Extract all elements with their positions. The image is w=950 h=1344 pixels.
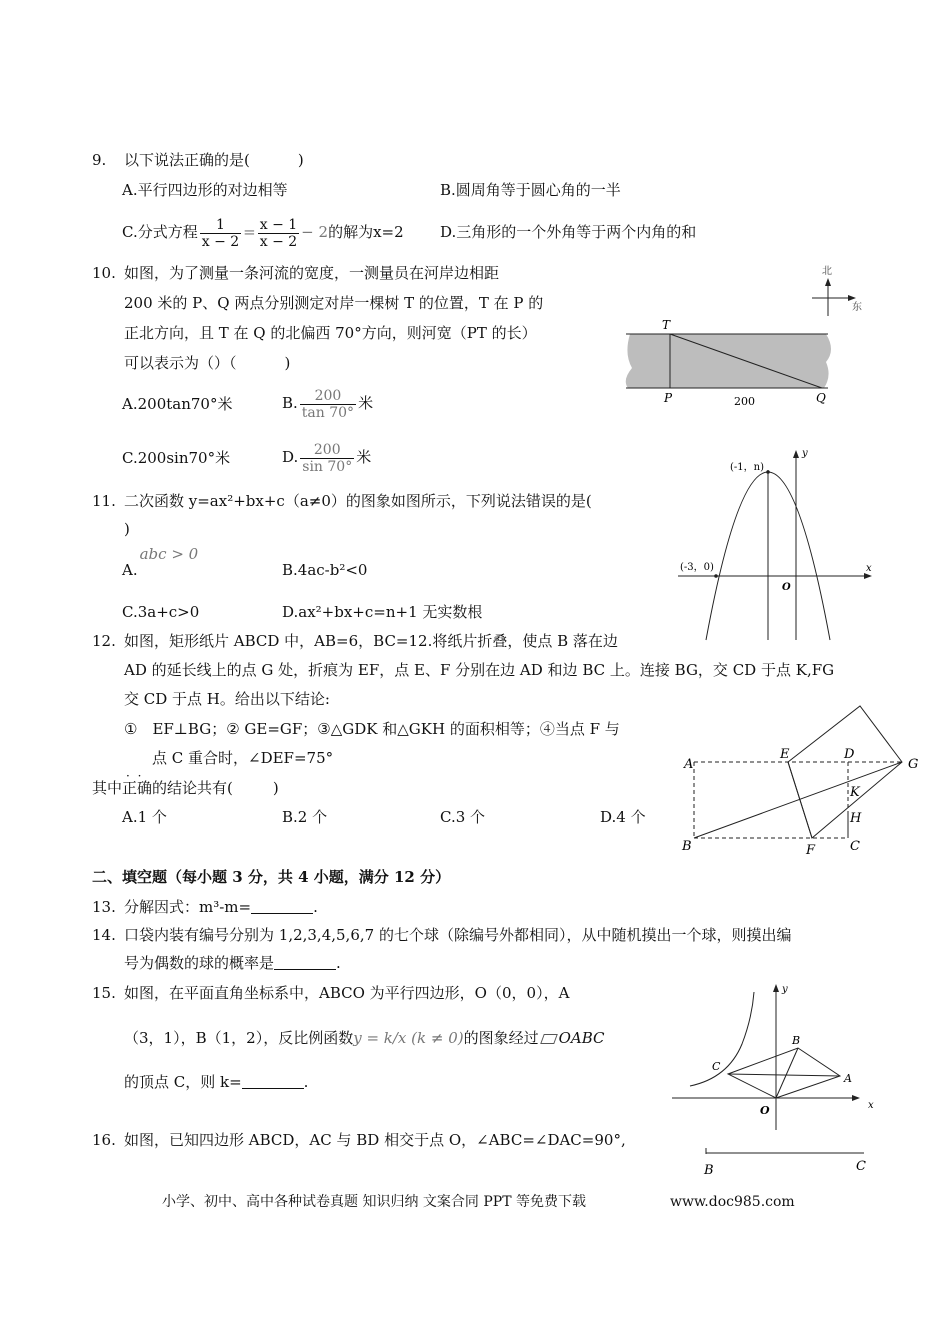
stem-line-6: 其中· · 正确的结论共有( ) [92,778,279,798]
option-a: A.abc > 0 [122,545,199,579]
question-number: 10. [92,264,116,282]
question-number: 13. [92,898,116,916]
option-a: A.1 个 [122,808,167,826]
east-label: 东 [852,302,862,313]
label-a: A [844,1072,852,1085]
stem-line-1: 如图，矩形纸片 ABCD 中，AB=6，BC=12.将纸片折叠，使点 B 落在边 [124,632,618,650]
stem-line-1: 如图，为了测量一条河流的宽度，一测量员在河岸边相距 [124,264,500,282]
coordinate-figure [668,982,888,1132]
footer-text: 小学、初中、高中各种试卷真题 知识归纳 文案合同 PPT 等免费下载 [162,1194,586,1210]
answer-blank[interactable] [242,1074,304,1089]
label-g: G [908,757,919,772]
parallelogram-icon [540,1034,558,1044]
label-o: O [760,1104,770,1117]
question-stem: 以下说法正确的是( ) [124,151,304,169]
stem-line-5: 点 C 重合时，∠DEF=75° [152,749,334,767]
footer-url[interactable]: www.doc985.com [670,1194,795,1210]
label-b: B [682,839,692,854]
stem-line-3: 的顶点 C，则 k= . [124,1073,309,1091]
label-c: C [850,839,860,854]
label-q: Q [816,391,826,405]
river-figure [620,258,870,418]
question-number: 15. [92,984,116,1002]
stem-line-2: ) [124,520,130,538]
label-p: P [664,391,673,405]
origin-label: O [782,582,791,593]
stem-line-4: 可以表示为（）（ ) [124,354,291,372]
label-t: T [662,318,671,332]
option-a: A.200tan70°米 [122,395,233,413]
stem-line-1: 如图，在平面直角坐标系中，ABCO 为平行四边形，O（0，0），A [124,984,570,1002]
label-f: F [806,843,816,858]
option-d: D.三角形的一个外角等于两个内角的和 [440,223,697,241]
option-b: B.4ac-b²<0 [282,561,368,579]
question-number: 16. [92,1131,116,1149]
label-b: B [704,1163,714,1178]
label-c: C [856,1159,866,1174]
option-b: B.2 个 [282,808,328,826]
option-d: D. $\frac{200}{\sin 70^\circ}$ 米 [282,441,372,475]
label-k: K [850,785,860,800]
label-a: A [684,757,694,772]
option-a: A.平行四边形的对边相等 [122,181,288,199]
vertex-label: (-1，n) [730,462,764,473]
x-axis-label: x [868,1100,874,1111]
stem-line-1: 如图，已知四边形 ABCD，AC 与 BD 相交于点 O，∠ABC=∠DAC=90°, [124,1131,626,1149]
stem-line-3: 正北方向，且 T 在 Q 的北偏西 70°方向，则河宽（PT 的长） [124,324,537,342]
option-b: B. $\frac{200}{\tan 70^\circ}$ 米 [282,387,374,421]
option-c: C.3 个 [440,808,486,826]
label-b: B [792,1034,801,1047]
option-c: C.3a+c>0 [122,603,200,621]
root-label: (-3，0) [680,562,714,573]
rectangle-fold-figure [672,696,932,864]
answer-blank[interactable] [274,955,336,970]
option-d: D.ax²+bx+c=n+1 无实数根 [282,603,483,621]
parabola-figure [672,440,882,650]
compass-icon [812,265,862,316]
stem-line-1: 二次函数 y=ax²+bx+c（a≠0）的图象如图所示，下列说法错误的是( [124,492,592,510]
stem-line-2: （3，1），B（1，2），反比例函数y = k/x (k ≠ 0)的图象经过 OABC [124,1029,605,1047]
stem-line-1: 口袋内装有编号分别为 1,2,3,4,5,6,7 的七个球（除编号外都相同），从中随机摸出一个球，则摸出编 [124,926,792,944]
stem-line-2: 200 米的 P、Q 两点分别测定对岸一棵树 T 的位置，T 在 P 的 [124,294,544,312]
label-h: H [850,811,862,826]
stem-line-2: 号为偶数的球的概率是 . [124,954,341,972]
question-number: 12. [92,632,116,650]
question-number: 9. [92,151,107,169]
label-distance: 200 [734,395,755,408]
label-d: D [844,747,855,762]
option-c: C.200sin70°米 [122,449,231,467]
y-axis-label: y [802,448,808,459]
question-number: 11. [92,492,116,510]
label-e: E [780,747,790,762]
x-axis-label: x [866,563,872,574]
question-stem: 分解因式：m³-m= . [124,898,318,916]
quadrilateral-figure [696,1144,876,1180]
north-label: 北 [822,266,832,277]
section-title: 二、填空题（每小题 3 分，共 4 小题，满分 12 分） [92,868,451,886]
answer-blank[interactable] [251,899,313,914]
stem-line-2: AD 的延长线上的点 G 处，折痕为 EF，点 E、F 分别在边 AD 和边 BC 上。连接 BG，交 CD 于点 K,FG [124,661,835,679]
question-number: 14. [92,926,116,944]
option-d: D.4 个 [600,808,646,826]
label-c: C [712,1060,721,1073]
option-b: B.圆周角等于圆心角的一半 [440,181,621,199]
stem-line-3: 交 CD 于点 H。给出以下结论: [124,690,330,708]
stem-line-4: ① EF⊥BG；② GE=GF；③△GDK 和△GKH 的面积相等；④当点 F 与 [124,720,620,738]
option-c: C.分式方程 $\frac{1}{x - 2}$ = $\frac{x - 1}{x - 2}$ − 2的解为x=2 [122,216,404,250]
y-axis-label: y [782,984,788,995]
